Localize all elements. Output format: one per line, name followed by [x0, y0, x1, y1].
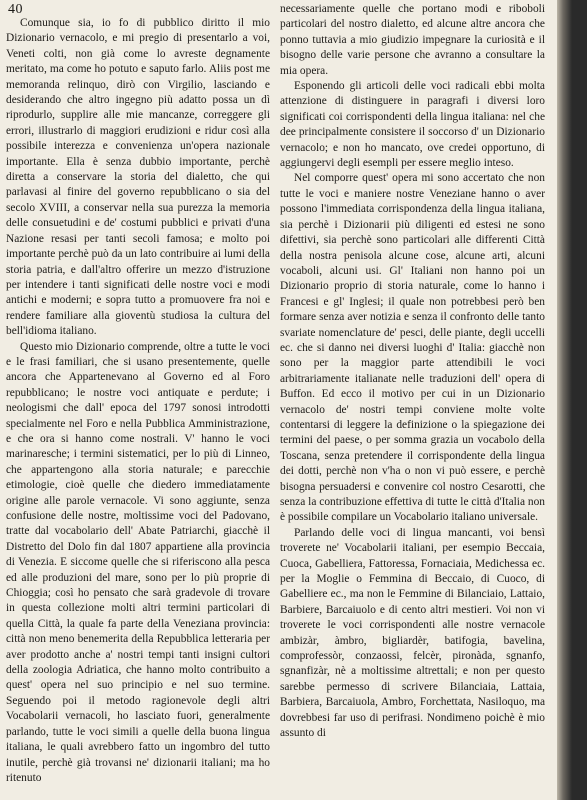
paragraph: necessariamente quelle che portano modi e riboboli particolari del nostro dialetto, ed alcune altre ancora che ponno tuttavia a mio giudizio impegnare la curiosità e il bisogno delle varie persone che avranno a consultare la mia opera.: [280, 3, 545, 77]
page-number: 40: [8, 2, 23, 17]
paragraph: Comunque sia, io fo di pubblico diritto il mio Dizionario vernacolo, e mi pregio di presentarlo a voi, Veneti colti, non già come lo avreste degnamente meritato, ma come ho potuto e saputo farlo. Aliis post me memoranda relinquo, dirò con Virgilio, lasciando e desiderando che altro ingegno più adatto possa un dì riprodurlo, supplire alle mie mancanze, correggere gli errori, illustrarlo di maggiori erudizioni e ridur così alla possibile interezza e convenienza un'opera nazionale importante. Ella è senza dubbio importante, perchè diretta a conservare la storia del dialetto, che qui parlavasi al finire del governo repubblicano o sia del secolo XVIII, a conservar nella sua purezza la memoria delle consuetudini e de' costumi pubblici e privati d'una Nazione resasi per tanti secoli famosa; e molto poi importante perchè può da un lato contribuire ai lumi della storia patria, e dall'altro offerire un mezzo d'istruzione per intendere i tanti significati delle nostre voci e modi antichi e moderni; e sopra tutto a promuovere fra noi e rendere familiare alla gioventù studiosa la cultura del bell'idioma italiano.: [6, 17, 270, 338]
paragraph: Questo mio Dizionario comprende, oltre a tutte le voci e le frasi familiari, che si usano presentemente, quelle ancora che Appartenevano al Governo ed al Foro repubblicano; le nostre voci antiquate e perdute; i neologismi che dall' epoca del 1797 sonosi introdotti specialmente nel Foro e nella Pubblica Amministrazione, e che ora si hanno come nostrali. V' hanno le voci marinaresche; i termini sistematici, per lo più di Linneo, che appartengono alla storia naturale; e parecchie etimologie, cioè quelle che diedero immediatamente origine alle parole vernacole. Vi sono aggiunte, senza confusione delle nostre, moltissime voci del Padovano, tratte dal vocabolario dell' Abate Patriarchi, giacchè il Distretto del Dolo fin dal 1807 appartiene alla provincia di Venezia. E siccome quelle che si riferiscono alla pesca ed alle produzioni del mare, sono per lo più proprie di Chioggia; così ho pensato che sarà gradevole di trovare in questa collezione molti altri termini particolari di quella Città, la quale fa parte della Veneziana provincia: città non meno benemerita della Repubblica letteraria per aver prodotto anche a' nostri tempi tanti insigni cultori della zoologia Adriatica, che hanno molto contribuito a quest' opera nel suo principio e nel suo termine. Seguendo poi il metodo ragionevole degli altri Vocabolarii vernacoli, ho lasciato fuori, generalmente parlando, tutte le voci simili a quelle della buona lingua italiana, le quali avrebbero fatto un ingombro del tutto inutile, perchè già trovansi ne' dizionarii italiani; ma ho ritenuto: [6, 340, 270, 784]
paragraph: Nel comporre quest' opera mi sono accertato che non tutte le voci e maniere nostre Veneziane hanno o aver possono l'immediata corrispondenza della lingua italiana, sia perchè i Dizionarii più diligenti ed estesi ne sono difettivi, sia perchè sono particolari alle differenti Città della nostra penisola alcune cose, alcune arti, alcuni vocaboli, alcuni usi. Gl' Italiani non hanno poi un Dizionario proprio di storia naturale, come lo hanno i Francesi e gl' Inglesi; il quale non potrebbesi però ben formare senza aver notizia e senza il confronto delle tanto svariate nomenclature de' pesci, delle piante, degli uccelli ec. che si danno nei diversi luoghi d' Italia: giacchè non sono per la maggior parte attendibili le voci arbitrariamente italianate nelle traduzioni dell' opera di Buffon. Ed ecco il motivo per cui in un Dizionario vernacolo de' nostri tempi conviene molte volte contentarsi di leggere la definizione o la spiegazione dei termini del paese, o per somma grazia un vocabolo della Toscana, senza pretendere il corrispondente della lingua dei dotti, perchè non v'ha o non vi può essere, e perchè bisogna persuadersi e convenire col nostro Cesarotti, che senza la contribuzione effettiva di tutte le città d'Italia non è possibile compilare un Vocabolario italiano universale.: [280, 172, 545, 524]
right-column: [280, 2, 545, 742]
paragraph: Esponendo gli articoli delle voci radicali ebbi molta attenzione di distinguere in paragrafi i diversi loro significati coi corrispondenti della lingua italiana: nel che dee principalmente consistere il soccorso d' un Dizionario vernacolo; e non ho mancato, ove credei opportuno, di aggiungervi degli esempli per essere meglio inteso.: [280, 80, 545, 170]
page-edge-shadow: [557, 0, 572, 800]
paragraph: Parlando delle voci di lingua mancanti, voi bensì troverete ne' Vocabolarii italiani, per esempio Beccaia, Cuoca, Gabelliera, Fattoressa, Fornaciaia, Medichessa ec. per la Moglie o Femmina di Beccaio, di Cuoco, di Gabelliere ec., ma non le Femmine di Bilanciaio, Lattaio, Barbiere, Barcaiuolo e di cento altri mestieri. Voi non vi troverete le voci corrispondenti alle nostre vernacole ambizàr, àmbro, bigliardèr, batifogia, bavelina, comprofessòr, conzaossi, felcèr, pironàda, sgnanfo, sgnanfizàr, nè a moltissime altrettali; e non per questo sarebbe permesso di scrivere Bilanciaia, Lattaia, Barbiera, Barcaiuola, Ambro, Forchettata, Nasiloquo, ma dovrebbesi far uso di perifrasi. Nondimeno poichè è mio assunto di: [280, 526, 545, 740]
left-column: [6, 2, 270, 786]
